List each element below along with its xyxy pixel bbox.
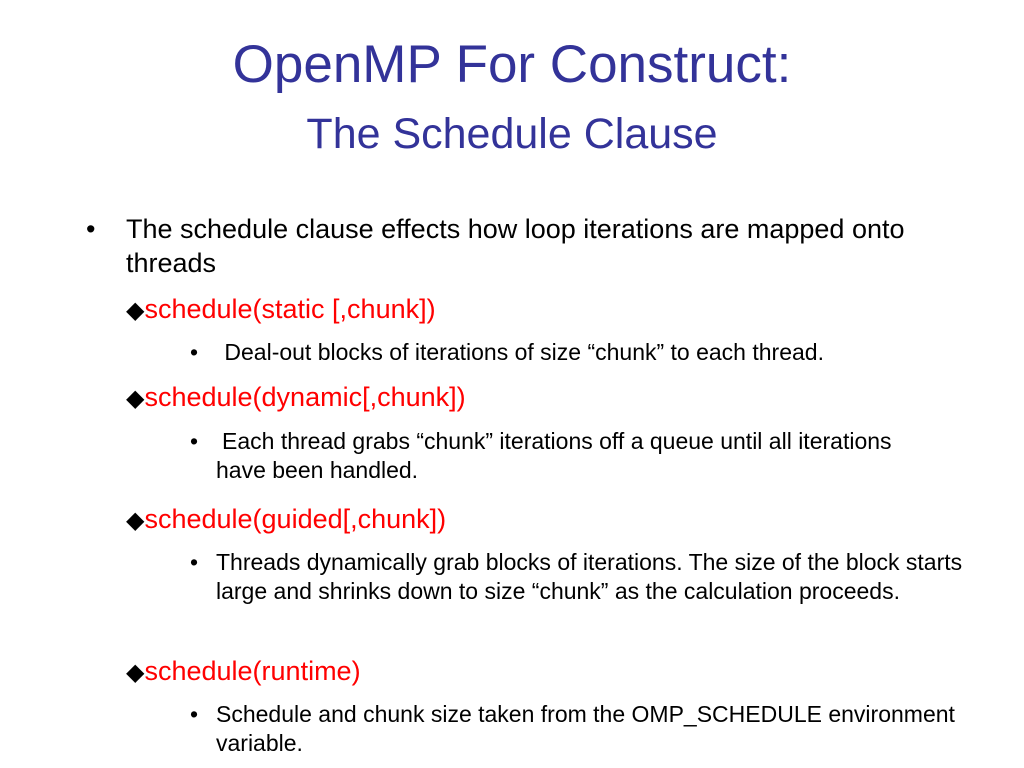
slide-title: OpenMP For Construct:: [232, 35, 792, 94]
schedule-runtime-heading: [126, 654, 361, 690]
schedule-dynamic-description: Each thread grabs “chunk” iterations off a queue until all iterations have been handled.: [216, 428, 892, 483]
diamond-bullet-icon: ◆: [126, 659, 145, 686]
sub-bullet: •: [190, 701, 199, 727]
schedule-guided-description: Threads dynamically grab blocks of iterations. The size of the block starts large and shrinks down to size “chunk” as the calculation proceeds.: [216, 549, 963, 604]
schedule-dynamic-heading: [126, 380, 466, 416]
schedule-static-description: Deal-out blocks of iterations of size “chunk” to each thread.: [224, 339, 824, 365]
schedule-static-heading: [126, 292, 436, 328]
schedule-runtime-code: schedule(runtime): [144, 656, 361, 686]
schedule-guided-heading: [126, 502, 446, 538]
slide-subtitle: The Schedule Clause: [306, 110, 718, 158]
sub-bullet: •: [190, 428, 199, 454]
schedule-static-code: schedule(static [,chunk]): [144, 294, 436, 324]
schedule-dynamic-code: schedule(dynamic[,chunk]): [144, 382, 466, 412]
intro-bullet: •: [86, 214, 96, 244]
sub-bullet: •: [190, 549, 199, 575]
sub-bullet: •: [190, 339, 199, 365]
schedule-runtime-description: Schedule and chunk size taken from the OMP_SCHEDULE environment variable.: [216, 701, 955, 756]
diamond-bullet-icon: ◆: [126, 297, 145, 324]
intro-text: The schedule clause effects how loop iterations are mapped onto threads: [126, 214, 905, 278]
diamond-bullet-icon: ◆: [126, 385, 145, 412]
diamond-bullet-icon: ◆: [126, 507, 145, 534]
schedule-guided-code: schedule(guided[,chunk]): [144, 504, 447, 534]
